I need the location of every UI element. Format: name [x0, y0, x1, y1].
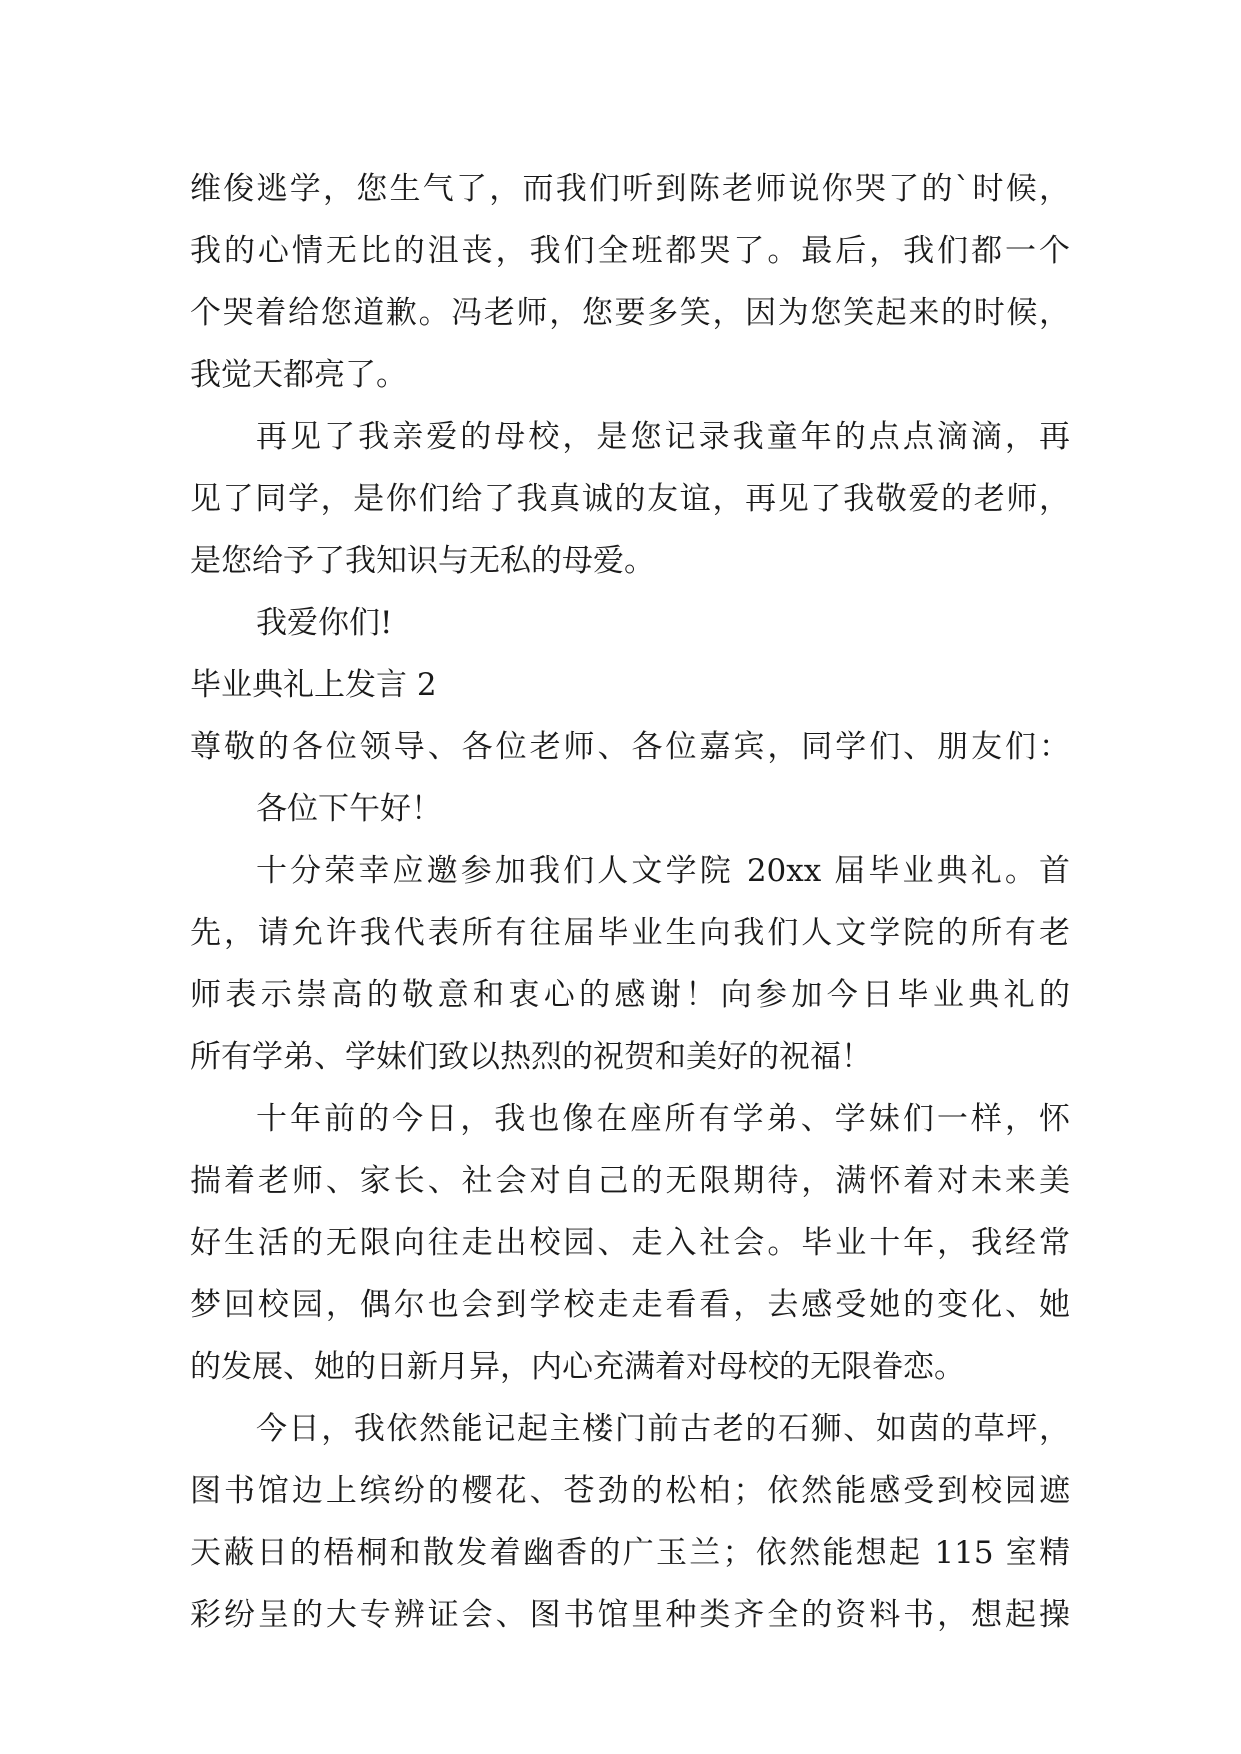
closing-line: 我爱你们!: [256, 605, 393, 641]
paragraph-start-line: 今日，我依然能记起主楼门前古老的石狮、如茵的草坪，: [256, 1411, 1070, 1447]
text-line: 是您给予了我知识与无私的母爱。: [190, 543, 655, 579]
text-line: 所有学弟、学妹们致以热烈的祝贺和美好的祝福！: [190, 1039, 872, 1075]
text-line: 我的心情无比的沮丧，我们全班都哭了。最后，我们都一个: [190, 233, 1070, 269]
section-heading: 毕业典礼上发言 2: [190, 667, 437, 703]
text-line: 见了同学，是你们给了我真诚的友谊，再见了我敬爱的老师，: [190, 481, 1070, 517]
document-body: [190, 158, 1070, 1646]
text-line: 揣着老师、家长、社会对自己的无限期待，满怀着对未来美: [190, 1163, 1070, 1199]
salutation-line: 尊敬的各位领导、各位老师、各位嘉宾，同学们、朋友们：: [190, 729, 1070, 765]
text-line: 我觉天都亮了。: [190, 357, 407, 393]
text-line: 师表示崇高的敬意和衷心的感谢！向参加今日毕业典礼的: [190, 977, 1070, 1013]
text-line: 个哭着给您道歉。冯老师，您要多笑，因为您笑起来的时候，: [190, 295, 1070, 331]
greeting-line: 各位下午好！: [256, 791, 442, 827]
text-line: 图书馆边上缤纷的樱花、苍劲的松柏；依然能感受到校园遮: [190, 1473, 1070, 1509]
paragraph-start-line: 十分荣幸应邀参加我们人文学院 20xx 届毕业典礼。首: [256, 853, 1070, 889]
paragraph-start-line: 十年前的今日，我也像在座所有学弟、学妹们一样，怀: [256, 1101, 1070, 1137]
paragraph-start-line: 再见了我亲爱的母校，是您记录我童年的点点滴滴，再: [256, 419, 1070, 455]
text-line: 维俊逃学，您生气了，而我们听到陈老师说你哭了的`时候，: [190, 171, 1070, 207]
text-line: 梦回校园，偶尔也会到学校走走看看，去感受她的变化、她: [190, 1287, 1070, 1323]
text-line: 天蔽日的梧桐和散发着幽香的广玉兰；依然能想起 115 室精: [190, 1535, 1070, 1571]
text-line: 先，请允许我代表所有往届毕业生向我们人文学院的所有老: [190, 915, 1070, 951]
text-line: 彩纷呈的大专辨证会、图书馆里种类齐全的资料书，想起操: [190, 1597, 1070, 1633]
text-line: 的发展、她的日新月异，内心充满着对母校的无限眷恋。: [190, 1349, 965, 1385]
text-line: 好生活的无限向往走出校园、走入社会。毕业十年，我经常: [190, 1225, 1070, 1261]
